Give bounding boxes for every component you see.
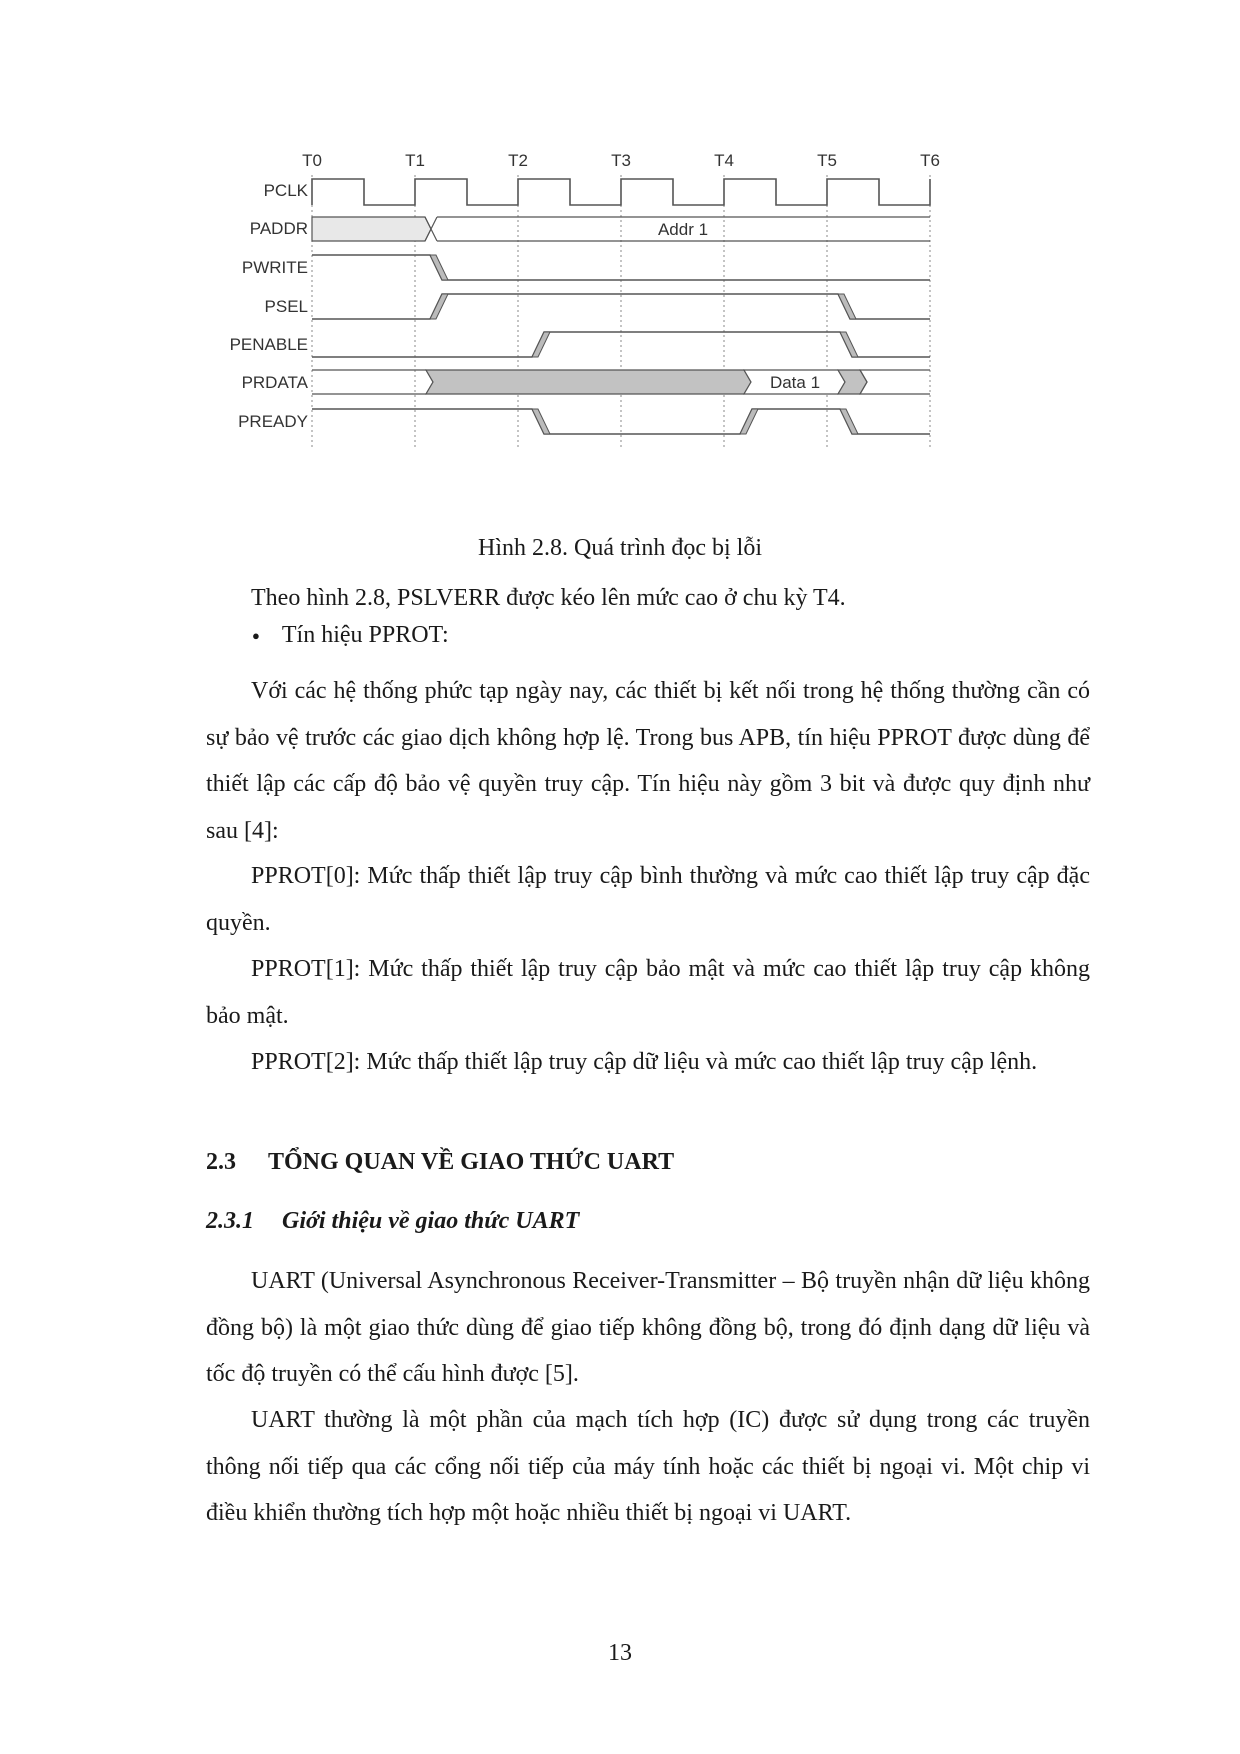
time-labels xyxy=(302,151,940,170)
time-label-t4: T4 xyxy=(714,151,734,170)
figure-caption: Hình 2.8. Quá trình đọc bị lỗi xyxy=(478,535,762,561)
paragraph-pprot0: PPROT[0]: Mức thấp thiết lập truy cập bình thường và mức cao thiết lập truy cập đặc quyền. xyxy=(206,863,1090,936)
time-label-t5: T5 xyxy=(817,151,837,170)
paragraph-pprot-intro: Với các hệ thống phức tạp ngày nay, các thiết bị kết nối trong hệ thống thường cần có sự bảo vệ trước các giao dịch không hợp lệ. Trong bus APB, tín hiệu PPROT được dùng để thiết lập các cấp độ bảo vệ quyền truy cập. Tín hiệu này gồm 3 bit và được quy định như sau [4]: xyxy=(206,678,1090,844)
paragraph-uart-ic: UART thường là một phần của mạch tích hợp (IC) được sử dụng trong các truyền thông nối tiếp qua các cổng nối tiếp của máy tính hoặc các thiết bị ngoại vi. Một chip vi điều khiển thường tích hợp một hoặc nhiều thiết bị ngoại vi UART. xyxy=(206,1407,1090,1526)
signal-labels xyxy=(230,181,309,431)
penable-rise-edge xyxy=(532,332,550,357)
pready-fall-edge-1 xyxy=(532,409,550,434)
paragraph-pslverr: Theo hình 2.8, PSLVERR được kéo lên mức cao ở chu kỳ T4. xyxy=(251,585,846,611)
timing-diagram xyxy=(229,151,1060,505)
pclk-wave xyxy=(312,179,930,205)
time-label-t3: T3 xyxy=(611,151,631,170)
prdata-bus-label: Data 1 xyxy=(769,373,821,392)
time-label-t2: T2 xyxy=(508,151,528,170)
paragraph-pprot1: PPROT[1]: Mức thấp thiết lập truy cập bảo mật và mức cao thiết lập truy cập không bảo mật. xyxy=(206,956,1090,1029)
page-number: 13 xyxy=(608,1640,632,1666)
paddr-bus-label: Addr 1 xyxy=(657,220,709,239)
psel-fall-edge xyxy=(838,294,856,319)
penable-fall-edge xyxy=(840,332,858,357)
signal-label-pready: PREADY xyxy=(238,412,308,431)
signal-label-pclk: PCLK xyxy=(263,181,308,200)
section-title: TỔNG QUAN VỀ GIAO THỨC UART xyxy=(268,1149,675,1175)
prdata-right xyxy=(860,370,930,394)
signal-label-paddr: PADDR xyxy=(249,219,308,238)
subsection-heading xyxy=(206,1208,579,1235)
pready-fall-edge-2 xyxy=(840,409,858,434)
bullet-item xyxy=(252,622,449,649)
bullet-dot: ● xyxy=(252,628,260,644)
section-number: 2.3 xyxy=(206,1149,236,1175)
psel-rise-edge xyxy=(430,294,448,319)
signal-label-pwrite: PWRITE xyxy=(241,258,308,277)
bullet-text: Tín hiệu PPROT: xyxy=(281,622,449,648)
pready-rise-edge xyxy=(740,409,758,434)
pwrite-edge xyxy=(430,255,448,280)
time-label-t6: T6 xyxy=(920,151,940,170)
paragraph-pprot2: PPROT[2]: Mức thấp thiết lập truy cập dữ liệu và mức cao thiết lập truy cập lệnh. xyxy=(251,1049,1038,1075)
section-heading xyxy=(206,1149,674,1176)
subsection-number: 2.3.1 xyxy=(206,1208,254,1234)
time-label-t1: T1 xyxy=(405,151,425,170)
paragraph-uart-intro: UART (Universal Asynchronous Receiver-Transmitter – Bộ truyền nhận dữ liệu không đồng bộ) là một giao thức dùng để giao tiếp không đồng bộ, trong đó định dạng dữ liệu và tốc độ truyền có thể cấu hình được [5]. xyxy=(206,1268,1090,1387)
signal-label-psel: PSEL xyxy=(264,297,308,316)
signal-label-prdata: PRDATA xyxy=(241,373,308,392)
prdata-invalid xyxy=(426,370,751,394)
signal-label-penable: PENABLE xyxy=(229,335,308,354)
subsection-title: Giới thiệu về giao thức UART xyxy=(282,1208,580,1234)
paddr-wave xyxy=(312,217,431,241)
time-label-t0: T0 xyxy=(302,151,322,170)
